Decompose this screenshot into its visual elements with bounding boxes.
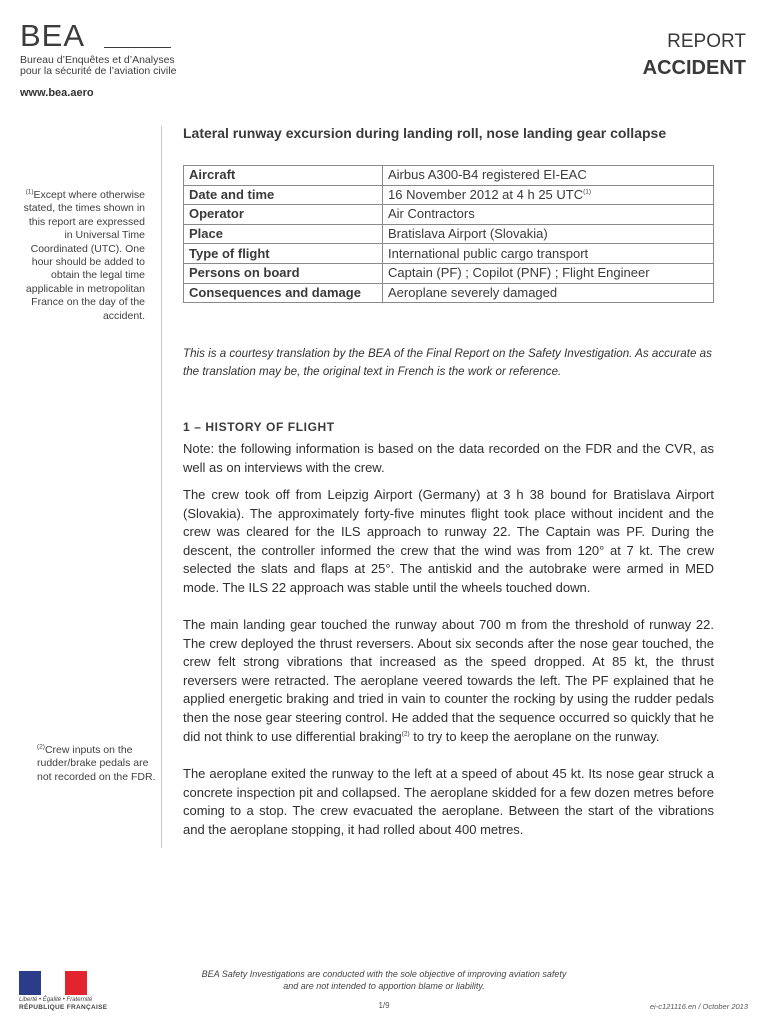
page-number: 1/9 [378,1001,390,1010]
paragraph-landing-end: to try to keep the aeroplane on the runway. [409,728,660,744]
margin-note-1 [20,189,145,323]
table-label: Consequences and damage [184,283,383,303]
section-heading: 1 – HISTORY OF FLIGHT [183,420,335,434]
table-label: Type of flight [184,244,383,264]
document-reference: ei-c121116.en / October 2013 [649,1002,748,1011]
info-table [183,165,714,303]
note-1-text: Except where otherwise stated, the times shown in this report are expressed in Universal Time Coordinated (UTC). One hour should be added to obtain the legal time applicable in metropolitan France on the day of the accident. [23,189,145,322]
table-label: Persons on board [184,263,383,283]
table-row [184,224,714,244]
table-label: Place [184,224,383,244]
table-label: Operator [184,205,383,225]
table-value: Captain (PF) ; Copilot (PNF) ; Flight Engineer [383,263,714,283]
flag-motto: Liberté • Égalité • Fraternité [19,997,93,1003]
table-value: Air Contractors [383,205,714,225]
table-value: Aeroplane severely damaged [383,283,714,303]
courtesy-note: This is a courtesy translation by the BEA of the Final Report on the Safety Investigation. As accurate as the translation may be, the original text in French is the work or reference. [183,347,712,378]
margin-note-2 [37,744,157,784]
report-type: REPORT [667,31,746,52]
paragraph-landing [183,616,714,746]
logo-rule [104,47,171,48]
note-2-mark: (2) [37,743,45,751]
paragraph-note: Note: the following information is based on the data recorded on the FDR and the CVR, as well as on interviews with the crew. [183,441,714,475]
paragraph-flight: The crew took off from Leipzig Airport (Germany) at 3 h 38 bound for Bratislava Airport (Slovakia). The approximately forty-five minutes flight took place without incident and the crew was cleared for the ILS approach to runway 22. The Captain was PF. During the descent, the controller informed the crew that the wind was from 120° at 7 kt. The crew selected the slats and flaps at 25°. The antiskid and the autobrake were armed in MED mode. The ILS 22 approach was stable until the wheels touched down. [183,487,714,595]
paragraph-excursion: The aeroplane exited the runway to the left at a speed of about 45 kt. Its nose gear struck a concrete inspection pit and collapsed. The aeroplane skidded for a few dozen metres before coming to a stop. The crew evacuated the aeroplane. Between the start of the vibrations and the aeroplane stopping, it had rolled about 400 metres. [183,766,714,837]
table-row [184,185,714,205]
report-kind: ACCIDENT [642,57,746,79]
table-row [184,205,714,225]
table-row [184,166,714,186]
page-title: Lateral runway excursion during landing roll, nose landing gear collapse [183,125,667,141]
table-value [383,185,714,205]
flag-name: RÉPUBLIQUE FRANÇAISE [19,1004,108,1011]
paragraph-landing-text: The main landing gear touched the runway about 700 m from the threshold of runway 22. The crew deployed the thrust reversers. About six seconds after the nose gear touched, the crew felt strong vibrations that increased as the speed dropped. At 85 kt, the thrust reversers were retracted. The aeroplane veered towards the left. The PF explained that he applied energetic braking and tried in vain to counter the rocking by using the rudder pedals then the nose gear steering control. He added that the sequence occurred so quickly that he did not think to use differential braking [183,617,714,744]
note-2-text: Crew inputs on the rudder/brake pedals are not recorded on the FDR. [37,744,156,783]
date-time-value: 16 November 2012 at 4 h 25 UTC [388,186,584,202]
table-value: International public cargo transport [383,244,714,264]
logo-subtitle-1: Bureau d’Enquêtes et d’Analyses [20,54,175,66]
column-divider [161,126,162,848]
bea-logo: BEA [20,18,86,53]
table-row [184,244,714,264]
table-row [184,263,714,283]
table-value: Bratislava Airport (Slovakia) [383,224,714,244]
french-republic-flag-logo [19,971,87,995]
table-label: Date and time [184,185,383,205]
footnote-mark: (2) [401,730,410,738]
note-1-mark: (1) [25,188,34,196]
logo-subtitle-2: pour la sécurité de l’aviation civile [20,65,177,77]
footer-line-1: BEA Safety Investigations are conducted with the sole objective of improving aviation safety [201,969,567,979]
table-row [184,283,714,303]
footer-line-2: and are not intended to apportion blame or liability. [283,981,485,991]
table-value: Airbus A300-B4 registered EI-EAC [383,166,714,186]
footnote-mark: (1) [583,188,592,196]
table-label: Aircraft [184,166,383,186]
website-link[interactable]: www.bea.aero [20,87,94,99]
